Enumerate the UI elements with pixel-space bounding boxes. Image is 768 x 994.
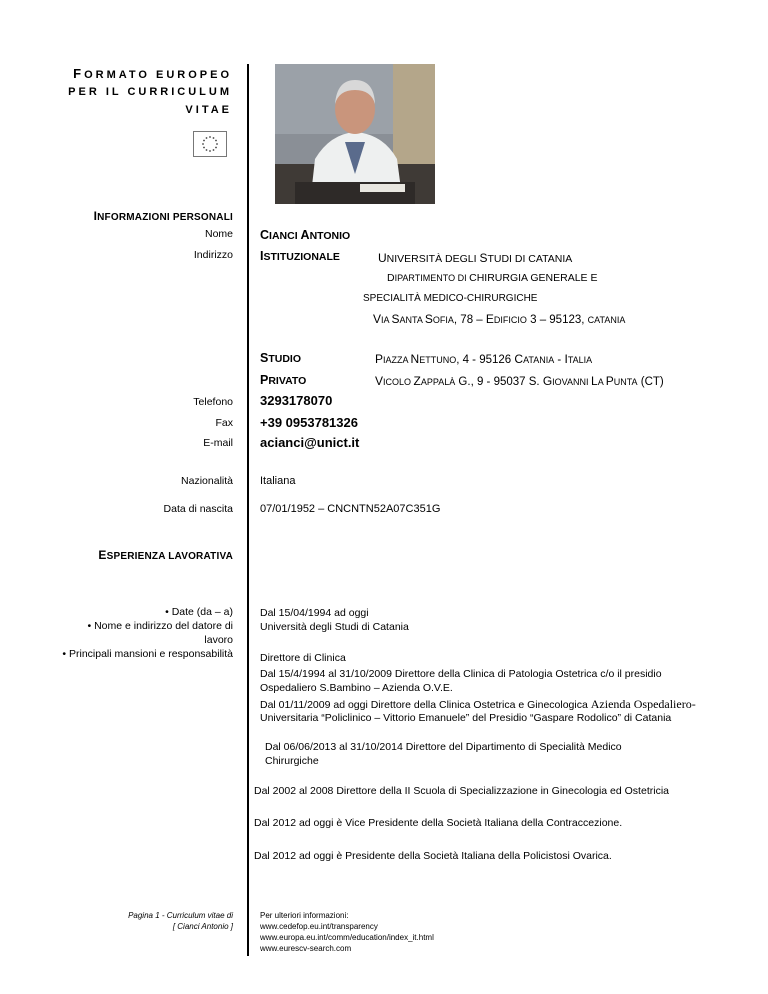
specialita-address: SPECIALITÀ MEDICO-CHIRURGICHE (363, 293, 538, 304)
label-indirizzo: Indirizzo (193, 249, 233, 261)
istituzionale-label: ISTITUZIONALE (260, 249, 340, 263)
work-date-value: Dal 15/04/1994 ad oggi (260, 607, 369, 619)
footer-link-europa[interactable]: www.europa.eu.int/comm/education/index_it.html (260, 933, 434, 942)
universita-address: UNIVERSITÀ DEGLI STUDI DI CATANIA (378, 251, 573, 265)
email-value[interactable]: acianci@unict.it (260, 435, 360, 450)
work-mansione-3a: Dal 01/11/2009 ad oggi Direttore della Clinica Ostetrica e Ginecologica Azienda Ospedaliero- (260, 697, 696, 711)
work-mansione-3b: Universitaria “Policlinico – Vittorio Emanuele” del Presidio “Gaspare Rodolico” di Catania (260, 712, 672, 724)
cv-title-line1: FORMATO EUROPEO (73, 66, 232, 81)
column-divider (247, 64, 249, 956)
footer-page-label-1: Pagina 1 - Curriculum vitae di (128, 911, 233, 920)
fax-value: +39 0953781326 (260, 415, 358, 430)
work-mansione-1: Direttore di Clinica (260, 652, 346, 664)
label-data-nascita: Data di nascita (163, 503, 233, 515)
footer-link-cedefop[interactable]: www.cedefop.eu.int/transparency (260, 922, 378, 931)
nazionalita-value: Italiana (260, 475, 296, 487)
label-datore-1: • Nome e indirizzo del datore di (87, 620, 233, 632)
work-mansione-6: Dal 2012 ad oggi è Vice Presidente della Società Italiana della Contraccezione. (254, 817, 623, 829)
label-datore-2: lavoro (204, 634, 233, 646)
label-date: • Date (da – a) (165, 606, 233, 618)
telefono-value: 3293178070 (260, 393, 333, 408)
work-employer-value: Università degli Studi di Catania (260, 621, 409, 633)
work-mansione-5: Dal 2002 al 2008 Direttore della II Scuola di Specializzazione in Ginecologia ed Ostetricia (254, 785, 669, 797)
privato-address: VICOLO ZAPPALÀ G., 9 - 95037 S. GIOVANNI LA PUNTA (CT) (375, 374, 664, 388)
footer-link-eurescv[interactable]: www.eurescv-search.com (260, 944, 352, 953)
work-mansione-2a: Dal 15/4/1994 al 31/10/2009 Direttore della Clinica di Patologia Ostetrica c/o il presidio (260, 668, 662, 680)
work-mansione-7: Dal 2012 ad oggi è Presidente della Società Italiana della Policistosi Ovarica. (254, 850, 612, 862)
dipartimento-address: DIPARTIMENTO DI CHIRURGIA GENERALE E (387, 272, 598, 284)
eu-flag-icon (193, 131, 227, 157)
section-personal-info: INFORMAZIONI PERSONALI (93, 209, 233, 223)
footer-info-label: Per ulteriori informazioni: (260, 911, 349, 920)
work-mansione-4b: Chirurgiche (265, 755, 319, 767)
via-address: VIA SANTA SOFIA, 78 – EDIFICIO 3 – 95123, CATANIA (373, 312, 626, 326)
name-value: CIANCI ANTONIO (260, 228, 351, 242)
studio-label: STUDIO (260, 351, 302, 365)
label-email: E-mail (203, 437, 233, 449)
work-mansione-2b: Ospedaliero S.Bambino – Azienda O.V.E. (260, 682, 453, 694)
footer-page-label-2: [ Cianci Antonio ] (172, 922, 233, 931)
label-nazionalita: Nazionalità (181, 475, 233, 487)
label-telefono: Telefono (193, 396, 233, 408)
label-mansioni: • Principali mansioni e responsabilità (62, 648, 233, 660)
label-fax: Fax (215, 417, 233, 429)
work-mansione-4a: Dal 06/06/2013 al 31/10/2014 Direttore del Dipartimento di Specialità Medico (265, 741, 622, 753)
data-nascita-value: 07/01/1952 – CNCNTN52A07C351G (260, 503, 441, 515)
cv-title-line2: PER IL CURRICULUM (68, 86, 232, 98)
cv-title-line3: VITAE (185, 104, 232, 116)
portrait-photo (275, 64, 435, 204)
studio-address: PIAZZA NETTUNO, 4 - 95126 CATANIA - ITALIA (375, 352, 593, 366)
label-nome: Nome (204, 228, 233, 240)
privato-label: PRIVATO (260, 373, 307, 387)
section-work-experience: ESPERIENZA LAVORATIVA (98, 548, 233, 562)
